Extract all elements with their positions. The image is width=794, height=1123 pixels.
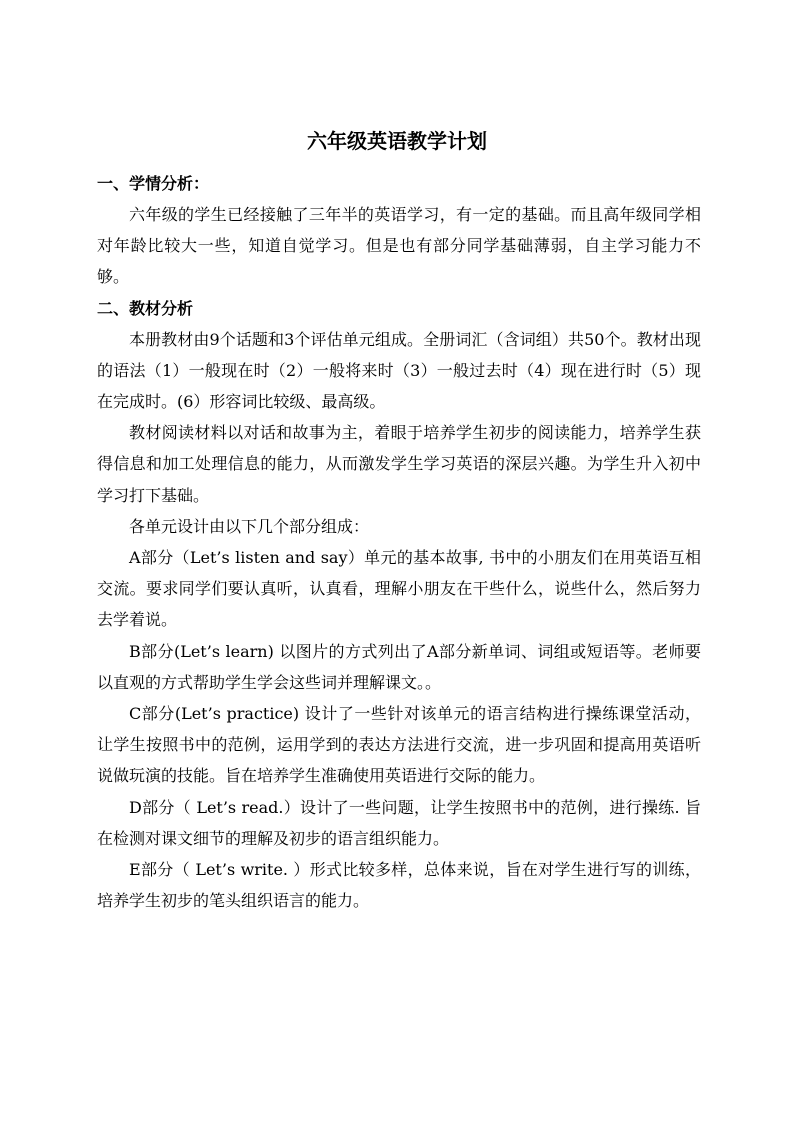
section-heading: 二、教材分析 — [97, 298, 194, 318]
paragraph: B部分(Let’s learn) 以图片的方式列出了A部分新单词、词组或短语等。老师要以直观的方式帮助学生学会这些词并理解课文。。 — [97, 641, 701, 692]
section-textbook-analysis — [97, 293, 701, 917]
section-student-analysis — [97, 168, 701, 293]
paragraph: D部分（ Let’s read.）设计了一些问题，让学生按照书中的范例，进行操练. 旨在检测对课文细节的理解及初步的语言组织能力。 — [97, 797, 701, 848]
section-heading: 一、学情分析： — [97, 174, 210, 193]
paragraph: E部分（ Let’s write. ）形式比较多样，总体来说，旨在对学生进行写的训练，培养学生初步的笔头组织语言的能力。 — [97, 860, 701, 911]
paragraph: A部分（Let’s listen and say）单元的基本故事, 书中的小朋友们在用英语互相交流。要求同学们要认真听，认真看，理解小朋友在干些什么，说些什么，然后努力去学着说。 — [97, 548, 701, 630]
document-body — [97, 168, 701, 916]
paragraph: C部分(Let’s practice) 设计了一些针对该单元的语言结构进行操练课堂活动，让学生按照书中的范例，运用学到的表达方法进行交流，进一步巩固和提高用英语听说做玩演的技能。旨在培养学生准确使用英语进行交际的能力。 — [97, 704, 701, 786]
paragraph: 教材阅读材料以对话和故事为主，着眼于培养学生初步的阅读能力，培养学生获得信息和加工处理信息的能力，从而激发学生学习英语的深层兴趣。为学生升入初中学习打下基础。 — [97, 423, 701, 505]
paragraph: 六年级的学生已经接触了三年半的英语学习，有一定的基础。而且高年级同学相对年龄比较大一些，知道自觉学习。但是也有部分同学基础薄弱，自主学习能力不够。 — [97, 205, 701, 287]
document-title: 六年级英语教学计划 — [307, 129, 487, 153]
paragraph: 各单元设计由以下几个部分组成： — [129, 516, 370, 536]
paragraph: 本册教材由9个话题和3个评估单元组成。全册词汇（含词组）共50个。教材出现的语法（1）一般现在时（2）一般将来时（3）一般过去时（4）现在进行时（5）现在完成时。(6）形容词比较级、最高级。 — [97, 329, 701, 412]
